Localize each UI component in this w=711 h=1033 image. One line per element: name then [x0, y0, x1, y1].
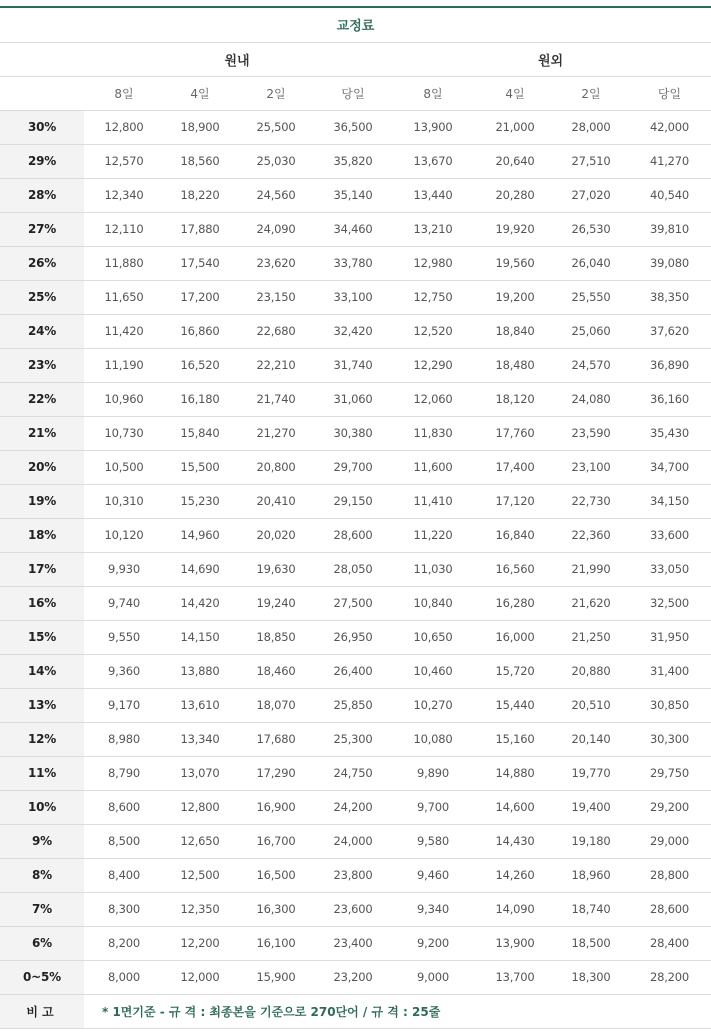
price-cell: 12,200 [164, 926, 236, 960]
price-cell: 10,310 [84, 484, 164, 518]
column-header: 4일 [164, 76, 236, 110]
price-cell: 12,350 [164, 892, 236, 926]
price-cell: 8,400 [84, 858, 164, 892]
price-cell: 15,230 [164, 484, 236, 518]
price-cell: 27,500 [316, 586, 390, 620]
price-cell: 16,520 [164, 348, 236, 382]
price-cell: 16,500 [236, 858, 316, 892]
title-row [0, 7, 711, 42]
price-cell: 8,500 [84, 824, 164, 858]
price-cell: 30,850 [628, 688, 711, 722]
rate-cell: 19% [0, 484, 84, 518]
price-cell: 18,900 [164, 110, 236, 144]
table-row [0, 144, 711, 178]
price-cell: 18,500 [554, 926, 628, 960]
corner-cell [0, 76, 84, 110]
price-cell: 10,120 [84, 518, 164, 552]
price-cell: 24,080 [554, 382, 628, 416]
table-body [0, 110, 711, 994]
column-header: 4일 [476, 76, 554, 110]
price-cell: 13,900 [476, 926, 554, 960]
table-row [0, 314, 711, 348]
rate-cell: 12% [0, 722, 84, 756]
price-cell: 18,960 [554, 858, 628, 892]
rate-cell: 26% [0, 246, 84, 280]
table-row [0, 212, 711, 246]
price-cell: 16,860 [164, 314, 236, 348]
price-cell: 36,500 [316, 110, 390, 144]
table-row [0, 110, 711, 144]
rate-cell: 15% [0, 620, 84, 654]
price-cell: 30,380 [316, 416, 390, 450]
price-cell: 20,140 [554, 722, 628, 756]
price-cell: 24,200 [316, 790, 390, 824]
price-cell: 10,080 [390, 722, 476, 756]
table-row [0, 382, 711, 416]
price-cell: 8,980 [84, 722, 164, 756]
price-cell: 19,200 [476, 280, 554, 314]
table-row [0, 926, 711, 960]
rate-cell: 28% [0, 178, 84, 212]
price-cell: 39,080 [628, 246, 711, 280]
price-cell: 21,620 [554, 586, 628, 620]
table-row [0, 654, 711, 688]
price-cell: 16,840 [476, 518, 554, 552]
price-cell: 17,760 [476, 416, 554, 450]
price-cell: 18,560 [164, 144, 236, 178]
price-cell: 22,680 [236, 314, 316, 348]
price-cell: 8,000 [84, 960, 164, 994]
price-cell: 16,900 [236, 790, 316, 824]
price-cell: 24,000 [316, 824, 390, 858]
price-cell: 8,300 [84, 892, 164, 926]
price-cell: 9,550 [84, 620, 164, 654]
price-cell: 34,460 [316, 212, 390, 246]
price-cell: 41,270 [628, 144, 711, 178]
table-row [0, 552, 711, 586]
price-cell: 28,050 [316, 552, 390, 586]
rate-cell: 11% [0, 756, 84, 790]
price-cell: 42,000 [628, 110, 711, 144]
price-cell: 31,060 [316, 382, 390, 416]
price-cell: 29,750 [628, 756, 711, 790]
table-row [0, 586, 711, 620]
price-cell: 21,270 [236, 416, 316, 450]
price-cell: 18,740 [554, 892, 628, 926]
table-row [0, 348, 711, 382]
price-cell: 38,350 [628, 280, 711, 314]
price-cell: 23,600 [316, 892, 390, 926]
price-cell: 10,460 [390, 654, 476, 688]
price-cell: 15,440 [476, 688, 554, 722]
price-cell: 16,280 [476, 586, 554, 620]
price-cell: 29,000 [628, 824, 711, 858]
price-cell: 19,560 [476, 246, 554, 280]
rate-cell: 18% [0, 518, 84, 552]
price-cell: 9,460 [390, 858, 476, 892]
price-cell: 27,510 [554, 144, 628, 178]
price-cell: 24,570 [554, 348, 628, 382]
price-cell: 11,880 [84, 246, 164, 280]
rate-cell: 24% [0, 314, 84, 348]
price-cell: 29,200 [628, 790, 711, 824]
table-row [0, 858, 711, 892]
price-cell: 39,810 [628, 212, 711, 246]
column-header: 8일 [84, 76, 164, 110]
table-row [0, 178, 711, 212]
column-header: 2일 [236, 76, 316, 110]
price-cell: 14,090 [476, 892, 554, 926]
price-cell: 13,210 [390, 212, 476, 246]
group-outside-header: 원외 [390, 42, 711, 76]
price-cell: 29,150 [316, 484, 390, 518]
rate-cell: 20% [0, 450, 84, 484]
price-cell: 13,880 [164, 654, 236, 688]
price-cell: 32,500 [628, 586, 711, 620]
price-cell: 14,420 [164, 586, 236, 620]
price-cell: 17,290 [236, 756, 316, 790]
price-cell: 26,530 [554, 212, 628, 246]
price-cell: 19,920 [476, 212, 554, 246]
price-cell: 15,720 [476, 654, 554, 688]
price-cell: 33,780 [316, 246, 390, 280]
price-cell: 9,000 [390, 960, 476, 994]
price-cell: 8,790 [84, 756, 164, 790]
price-cell: 26,400 [316, 654, 390, 688]
price-cell: 37,620 [628, 314, 711, 348]
table-row [0, 790, 711, 824]
table-row [0, 450, 711, 484]
price-cell: 11,030 [390, 552, 476, 586]
price-cell: 11,650 [84, 280, 164, 314]
note-text: * 1면기준 - 규 격 : 최종본을 기준으로 270단어 / 규 격 : 25줄 [84, 994, 711, 1028]
price-cell: 17,680 [236, 722, 316, 756]
table-row [0, 722, 711, 756]
rate-cell: 13% [0, 688, 84, 722]
price-cell: 22,210 [236, 348, 316, 382]
price-cell: 24,560 [236, 178, 316, 212]
price-cell: 12,750 [390, 280, 476, 314]
table-row [0, 892, 711, 926]
column-header: 2일 [554, 76, 628, 110]
price-cell: 19,240 [236, 586, 316, 620]
price-cell: 15,900 [236, 960, 316, 994]
price-cell: 13,670 [390, 144, 476, 178]
price-cell: 12,980 [390, 246, 476, 280]
price-cell: 19,630 [236, 552, 316, 586]
price-cell: 14,150 [164, 620, 236, 654]
table-row [0, 280, 711, 314]
price-cell: 24,090 [236, 212, 316, 246]
price-cell: 16,700 [236, 824, 316, 858]
price-cell: 36,890 [628, 348, 711, 382]
price-cell: 31,400 [628, 654, 711, 688]
price-cell: 10,500 [84, 450, 164, 484]
rate-cell: 27% [0, 212, 84, 246]
price-cell: 17,200 [164, 280, 236, 314]
price-cell: 11,420 [84, 314, 164, 348]
price-cell: 23,150 [236, 280, 316, 314]
price-cell: 12,060 [390, 382, 476, 416]
price-cell: 28,000 [554, 110, 628, 144]
price-cell: 27,020 [554, 178, 628, 212]
price-cell: 23,620 [236, 246, 316, 280]
rate-cell: 29% [0, 144, 84, 178]
corner-cell [0, 42, 84, 76]
table-row [0, 620, 711, 654]
rate-cell: 14% [0, 654, 84, 688]
table-row [0, 688, 711, 722]
price-cell: 26,950 [316, 620, 390, 654]
price-cell: 22,730 [554, 484, 628, 518]
price-cell: 21,000 [476, 110, 554, 144]
column-header: 8일 [390, 76, 476, 110]
price-cell: 12,290 [390, 348, 476, 382]
rate-cell: 22% [0, 382, 84, 416]
price-cell: 18,300 [554, 960, 628, 994]
price-cell: 18,120 [476, 382, 554, 416]
price-cell: 23,800 [316, 858, 390, 892]
price-cell: 20,410 [236, 484, 316, 518]
price-cell: 25,030 [236, 144, 316, 178]
price-cell: 10,270 [390, 688, 476, 722]
rate-cell: 9% [0, 824, 84, 858]
price-cell: 9,930 [84, 552, 164, 586]
rate-cell: 7% [0, 892, 84, 926]
price-cell: 15,500 [164, 450, 236, 484]
price-cell: 12,570 [84, 144, 164, 178]
price-cell: 25,300 [316, 722, 390, 756]
table-row [0, 246, 711, 280]
price-cell: 11,830 [390, 416, 476, 450]
price-cell: 18,220 [164, 178, 236, 212]
price-cell: 28,600 [316, 518, 390, 552]
price-cell: 18,480 [476, 348, 554, 382]
price-cell: 34,150 [628, 484, 711, 518]
price-cell: 19,400 [554, 790, 628, 824]
price-cell: 32,420 [316, 314, 390, 348]
price-cell: 13,440 [390, 178, 476, 212]
price-cell: 10,650 [390, 620, 476, 654]
price-cell: 21,990 [554, 552, 628, 586]
price-cell: 30,300 [628, 722, 711, 756]
price-cell: 14,600 [476, 790, 554, 824]
price-cell: 35,140 [316, 178, 390, 212]
rate-cell: 8% [0, 858, 84, 892]
price-cell: 11,190 [84, 348, 164, 382]
price-cell: 12,650 [164, 824, 236, 858]
price-cell: 23,400 [316, 926, 390, 960]
price-cell: 31,950 [628, 620, 711, 654]
period-header-row [0, 76, 711, 110]
price-cell: 14,260 [476, 858, 554, 892]
price-cell: 20,510 [554, 688, 628, 722]
price-cell: 13,070 [164, 756, 236, 790]
price-cell: 13,900 [390, 110, 476, 144]
group-header-row [0, 42, 711, 76]
price-cell: 34,700 [628, 450, 711, 484]
price-cell: 20,800 [236, 450, 316, 484]
column-header: 당일 [316, 76, 390, 110]
price-cell: 21,250 [554, 620, 628, 654]
price-cell: 9,580 [390, 824, 476, 858]
price-cell: 9,890 [390, 756, 476, 790]
price-cell: 13,700 [476, 960, 554, 994]
price-cell: 20,280 [476, 178, 554, 212]
price-cell: 10,960 [84, 382, 164, 416]
price-cell: 23,100 [554, 450, 628, 484]
price-cell: 12,800 [84, 110, 164, 144]
price-cell: 16,560 [476, 552, 554, 586]
price-cell: 10,840 [390, 586, 476, 620]
price-cell: 11,220 [390, 518, 476, 552]
price-cell: 17,120 [476, 484, 554, 518]
price-cell: 25,500 [236, 110, 316, 144]
price-cell: 19,180 [554, 824, 628, 858]
price-cell: 25,550 [554, 280, 628, 314]
price-cell: 14,960 [164, 518, 236, 552]
price-cell: 33,100 [316, 280, 390, 314]
price-cell: 21,740 [236, 382, 316, 416]
price-cell: 14,690 [164, 552, 236, 586]
price-cell: 14,880 [476, 756, 554, 790]
rate-cell: 17% [0, 552, 84, 586]
rate-cell: 23% [0, 348, 84, 382]
rate-cell: 0~5% [0, 960, 84, 994]
price-cell: 9,340 [390, 892, 476, 926]
price-cell: 40,540 [628, 178, 711, 212]
price-cell: 16,000 [476, 620, 554, 654]
price-cell: 17,400 [476, 450, 554, 484]
price-cell: 20,640 [476, 144, 554, 178]
price-cell: 13,340 [164, 722, 236, 756]
price-cell: 8,600 [84, 790, 164, 824]
price-cell: 16,300 [236, 892, 316, 926]
price-cell: 13,610 [164, 688, 236, 722]
price-cell: 28,600 [628, 892, 711, 926]
price-cell: 28,800 [628, 858, 711, 892]
note-row [0, 994, 711, 1028]
rate-cell: 21% [0, 416, 84, 450]
table-row [0, 484, 711, 518]
price-cell: 12,800 [164, 790, 236, 824]
price-cell: 28,400 [628, 926, 711, 960]
rate-cell: 10% [0, 790, 84, 824]
price-cell: 12,110 [84, 212, 164, 246]
table-row [0, 518, 711, 552]
price-cell: 12,500 [164, 858, 236, 892]
price-cell: 25,850 [316, 688, 390, 722]
rate-cell: 6% [0, 926, 84, 960]
price-cell: 11,600 [390, 450, 476, 484]
rate-cell: 16% [0, 586, 84, 620]
table-title: 교정료 [0, 7, 711, 42]
price-cell: 9,170 [84, 688, 164, 722]
price-cell: 18,460 [236, 654, 316, 688]
price-cell: 18,070 [236, 688, 316, 722]
price-cell: 18,850 [236, 620, 316, 654]
price-cell: 29,700 [316, 450, 390, 484]
price-table [0, 6, 711, 1029]
price-cell: 17,880 [164, 212, 236, 246]
price-cell: 9,200 [390, 926, 476, 960]
table-row [0, 416, 711, 450]
price-cell: 12,340 [84, 178, 164, 212]
column-header: 당일 [628, 76, 711, 110]
rate-cell: 25% [0, 280, 84, 314]
price-cell: 31,740 [316, 348, 390, 382]
price-cell: 16,100 [236, 926, 316, 960]
price-cell: 8,200 [84, 926, 164, 960]
note-label: 비고 [0, 994, 84, 1028]
price-cell: 9,360 [84, 654, 164, 688]
price-cell: 20,020 [236, 518, 316, 552]
price-cell: 18,840 [476, 314, 554, 348]
price-cell: 20,880 [554, 654, 628, 688]
table-row [0, 756, 711, 790]
price-cell: 10,730 [84, 416, 164, 450]
price-cell: 23,590 [554, 416, 628, 450]
price-cell: 23,200 [316, 960, 390, 994]
price-cell: 24,750 [316, 756, 390, 790]
price-cell: 22,360 [554, 518, 628, 552]
price-cell: 17,540 [164, 246, 236, 280]
price-cell: 9,740 [84, 586, 164, 620]
price-cell: 12,520 [390, 314, 476, 348]
price-cell: 33,600 [628, 518, 711, 552]
price-cell: 12,000 [164, 960, 236, 994]
table-row [0, 960, 711, 994]
group-inside-header: 원내 [84, 42, 390, 76]
price-cell: 28,200 [628, 960, 711, 994]
price-cell: 15,160 [476, 722, 554, 756]
table-row [0, 824, 711, 858]
price-cell: 11,410 [390, 484, 476, 518]
price-cell: 19,770 [554, 756, 628, 790]
price-cell: 9,700 [390, 790, 476, 824]
rate-cell: 30% [0, 110, 84, 144]
price-cell: 35,820 [316, 144, 390, 178]
price-cell: 14,430 [476, 824, 554, 858]
price-cell: 16,180 [164, 382, 236, 416]
price-cell: 15,840 [164, 416, 236, 450]
price-cell: 33,050 [628, 552, 711, 586]
price-cell: 26,040 [554, 246, 628, 280]
price-cell: 25,060 [554, 314, 628, 348]
price-cell: 35,430 [628, 416, 711, 450]
price-cell: 36,160 [628, 382, 711, 416]
